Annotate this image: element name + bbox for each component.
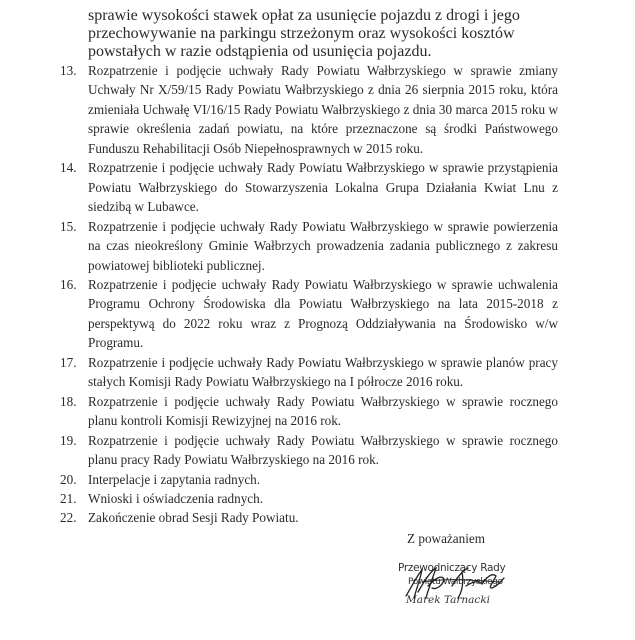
item-number: 13.: [60, 63, 77, 78]
item-text: Rozpatrzenie i podjęcie uchwały Rady Powiatu Wałbrzyskiego w sprawie przystąpienia Powiatu Wałbrzyskiego do Stowarzyszenia Lokalna Grupa Działania Kwiat Lnu z siedzibą w Lubawce.: [88, 160, 558, 215]
item-text: Wnioski i oświadczenia radnych.: [88, 490, 264, 506]
signature-name: Marek Tarnacki: [406, 594, 491, 606]
closing-salutation: Z poważaniem: [407, 531, 485, 546]
item-text: Rozpatrzenie i podjęcie uchwały Rady Powiatu Wałbrzyskiego w sprawie rocznego planu pracy Rady Powiatu Wałbrzyskiego na 2016 rok.: [88, 432, 558, 468]
item-text: Rozpatrzenie i podjęcie uchwały Rady Powiatu Wałbrzyskiego w sprawie planów pracy stałych Komisji Rady Powiatu Wałbrzyskiego na I półrocze 2016 roku.: [88, 354, 558, 390]
list-item: [60, 217, 558, 275]
list-item: [60, 158, 558, 216]
list-item: [60, 470, 558, 489]
list-item: [60, 275, 558, 353]
item-number: 18.: [60, 393, 77, 409]
signature-title-line1: Przewodniczący Rady: [398, 562, 506, 574]
list-item: [60, 508, 558, 527]
item-text: Interpelacje i zapytania radnych.: [88, 471, 261, 487]
signature-stamp: [392, 556, 522, 616]
item-number: 21.: [60, 490, 77, 506]
list-item: [60, 353, 558, 392]
list-item: [60, 392, 558, 431]
item-text: Rozpatrzenie i podjęcie uchwały Rady Powiatu Wałbrzyskiego w sprawie zmiany Uchwały Nr X/59/15 Rady Powiatu Wałbrzyskiego z dnia 26 sierpnia 2015 roku, która zmieniała Uchwałę VI/16/15 Rady Powiatu Wałbrzyskiego z dnia 30 marca 2015 roku w sprawie określenia zadań powiatu, na które przeznaczone są środki Państwowego Funduszu Rehabilitacji Osób Niepełnosprawnych w 2015 roku.: [88, 63, 558, 156]
item-number: 16.: [60, 276, 77, 292]
item-text: Rozpatrzenie i podjęcie uchwały Rady Powiatu Wałbrzyskiego w sprawie uchwalenia Programu Ochrony Środowiska dla Powiatu Wałbrzyskiego na lata 2015-2018 z perspektywą do 2022 roku wraz z Prognozą Oddziaływania na Środowisko w/w Programu.: [88, 276, 558, 351]
item-number: 19.: [60, 432, 77, 448]
item-number: 22.: [60, 510, 77, 526]
list-item-continuation: sprawie wysokości stawek opłat za usunięcie pojazdu z drogi i jego przechowywanie na parkingu strzeżonym oraz wysokości kosztów powstałych w razie odstąpienia od usunięcia pojazdu.: [88, 7, 520, 60]
item-text: Rozpatrzenie i podjęcie uchwały Rady Powiatu Wałbrzyskiego w sprawie powierzenia na czas nieokreślony Gminie Wałbrzych prowadzenia zadania publicznego z zakresu powiatowej biblioteki publicznej.: [88, 218, 558, 273]
list-item: [60, 489, 558, 508]
item-number: 15.: [60, 218, 77, 234]
item-number: 20.: [60, 471, 77, 487]
item-text: Zakończenie obrad Sesji Rady Powiatu.: [88, 510, 299, 526]
agenda-list: [60, 7, 558, 528]
handwritten-signature-icon: [392, 556, 522, 616]
item-number: 17.: [60, 354, 77, 370]
item-text: Rozpatrzenie i podjęcie uchwały Rady Powiatu Wałbrzyskiego w sprawie rocznego planu kontroli Komisji Rewizyjnej na 2016 rok.: [88, 393, 558, 429]
list-item: [60, 431, 558, 470]
list-item: [60, 61, 558, 158]
signature-title-line2: Powiatu Wałbrzyskiego: [408, 577, 503, 587]
item-number: 14.: [60, 160, 77, 176]
